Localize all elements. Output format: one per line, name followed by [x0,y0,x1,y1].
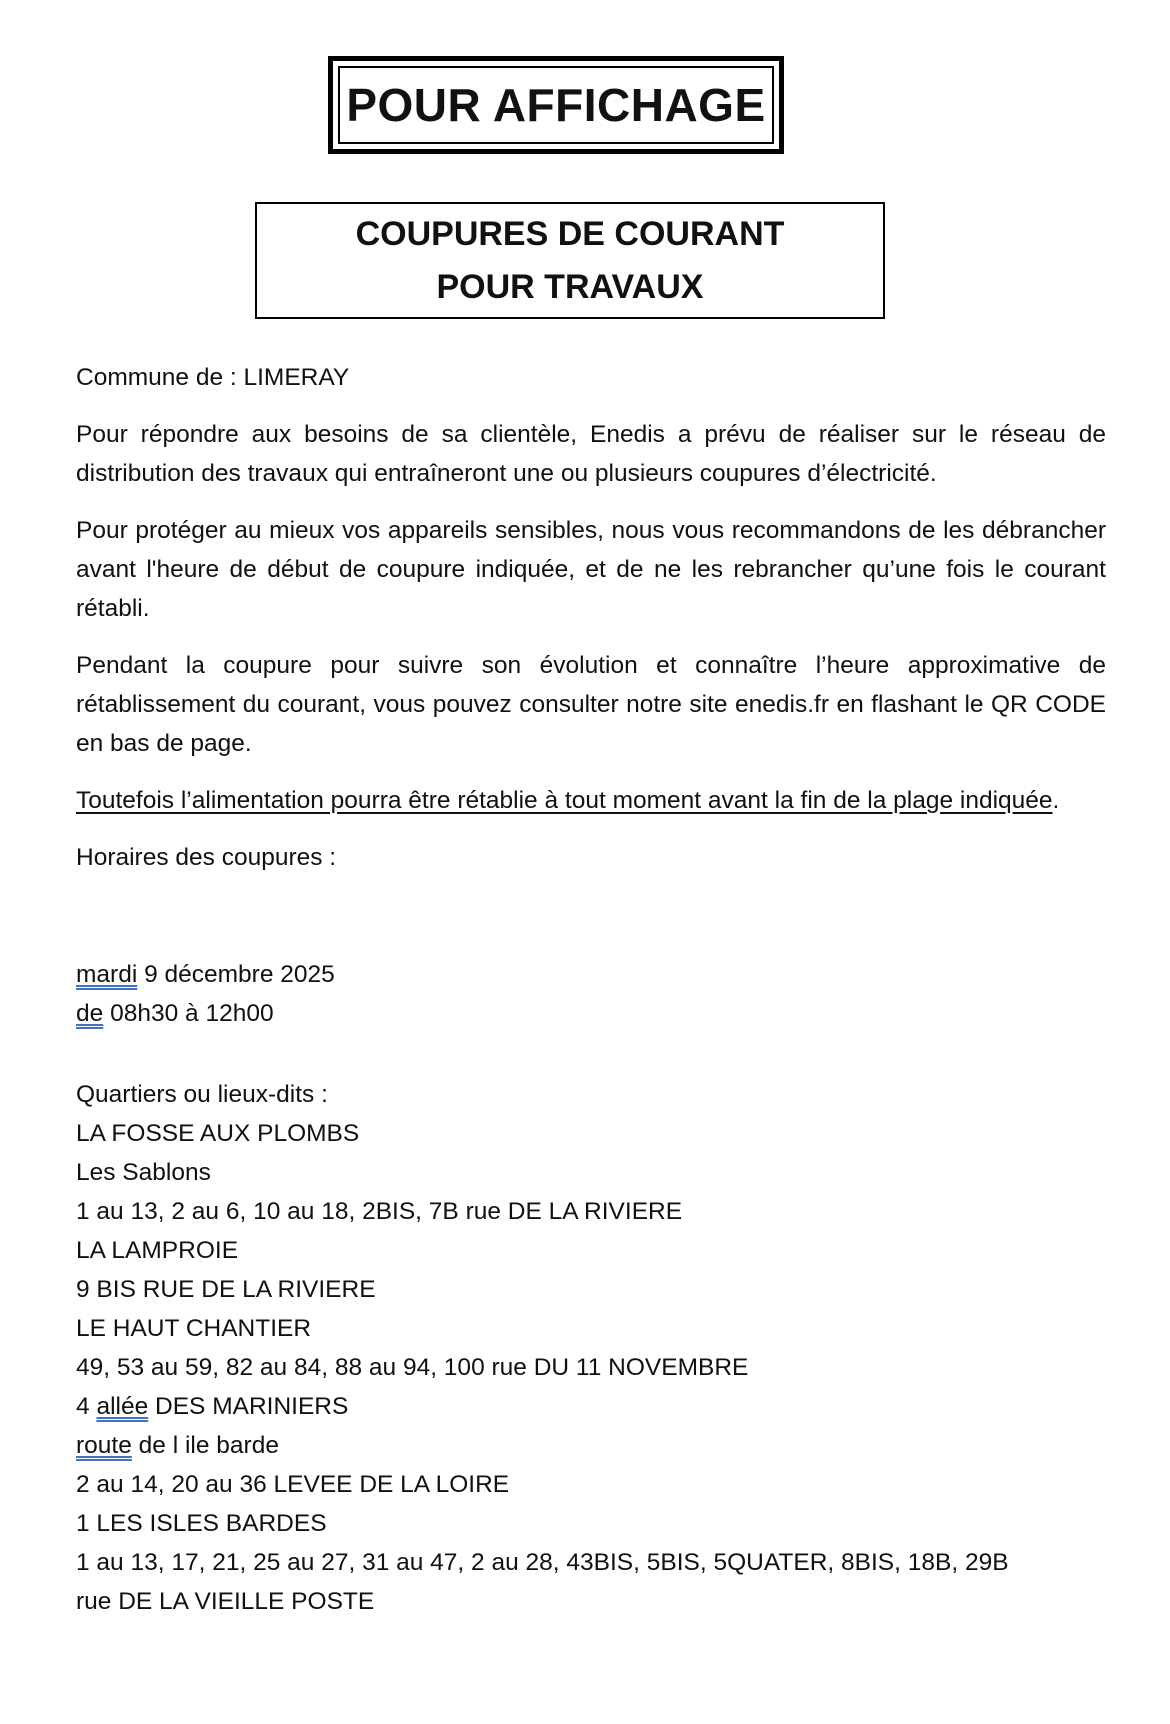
paragraph-intro: Pour répondre aux besoins de sa clientèle, Enedis a prévu de réaliser sur le réseau de distribution des travaux qui entraîneront une ou plusieurs coupures d’électricité. [76,421,1106,487]
schedule-date-rest: 9 décembre 2025 [137,961,335,988]
paragraph-protection: Pour protéger au mieux vos appareils sensibles, nous vous recommandons de les débrancher avant l'heure de début de coupure indiquée, et de ne les rebrancher qu’une fois le courant rétabli. [76,517,1106,622]
place-line: 2 au 14, 20 au 36 LEVEE DE LA LOIRE [76,1471,510,1498]
place-line-word: route [76,1432,132,1459]
place-line: rue DE LA VIEILLE POSTE [76,1588,375,1615]
place-line-start: 4 [76,1393,97,1420]
title-line-1: COUPURES DE COURANT [355,214,785,253]
pour-affichage-frame [328,56,784,154]
commune-line: Commune de : LIMERAY [76,364,350,391]
schedule-date [76,955,1106,994]
pour-affichage-heading: POUR AFFICHAGE [338,66,774,144]
schedule-day-word: mardi [76,961,138,988]
place-line: Les Sablons [76,1159,211,1186]
place-line: 49, 53 au 59, 82 au 84, 88 au 94, 100 rue DU 11 NOVEMBRE [76,1354,749,1381]
place-line: LA LAMPROIE [76,1237,239,1264]
horaires-label: Horaires des coupures : [76,844,337,871]
schedule-time [76,994,1106,1033]
title-line-2: POUR TRAVAUX [436,267,704,306]
place-line: LA FOSSE AUX PLOMBS [76,1120,360,1147]
place-line [76,1426,1106,1465]
spacer [76,1033,1106,1075]
place-line-word: allée [96,1393,149,1420]
place-line [76,1387,1106,1426]
place-line-end: de l ile barde [131,1432,279,1459]
warning-period: . [1052,787,1060,814]
place-line: 9 BIS RUE DE LA RIVIERE [76,1276,376,1303]
notice-content [76,358,1106,1621]
schedule-time-rest: 08h30 à 12h00 [103,1000,274,1027]
place-line: 1 au 13, 17, 21, 25 au 27, 31 au 47, 2 au 28, 43BIS, 5BIS, 5QUATER, 8BIS, 18B, 29B [76,1549,1009,1576]
place-line: 1 au 13, 2 au 6, 10 au 18, 2BIS, 7B rue DE LA RIVIERE [76,1198,683,1225]
schedule-from-word: de [76,1000,104,1027]
place-line: LE HAUT CHANTIER [76,1315,312,1342]
warning-underlined-text: Toutefois l’alimentation pourra être rétablie à tout moment avant la fin de la plage indiquée [76,787,1053,814]
paragraph-warning [76,781,1106,820]
paragraph-followup: Pendant la coupure pour suivre son évolution et connaître l’heure approximative de rétablissement du courant, vous pouvez consulter notre site enedis.fr en flashant le QR CODE en bas de page. [76,652,1106,757]
places-label: Quartiers ou lieux-dits : [76,1081,328,1108]
place-line-end: DES MARINIERS [148,1393,349,1420]
title-box [255,202,885,319]
spacer [76,877,1106,955]
place-line: 1 LES ISLES BARDES [76,1510,327,1537]
